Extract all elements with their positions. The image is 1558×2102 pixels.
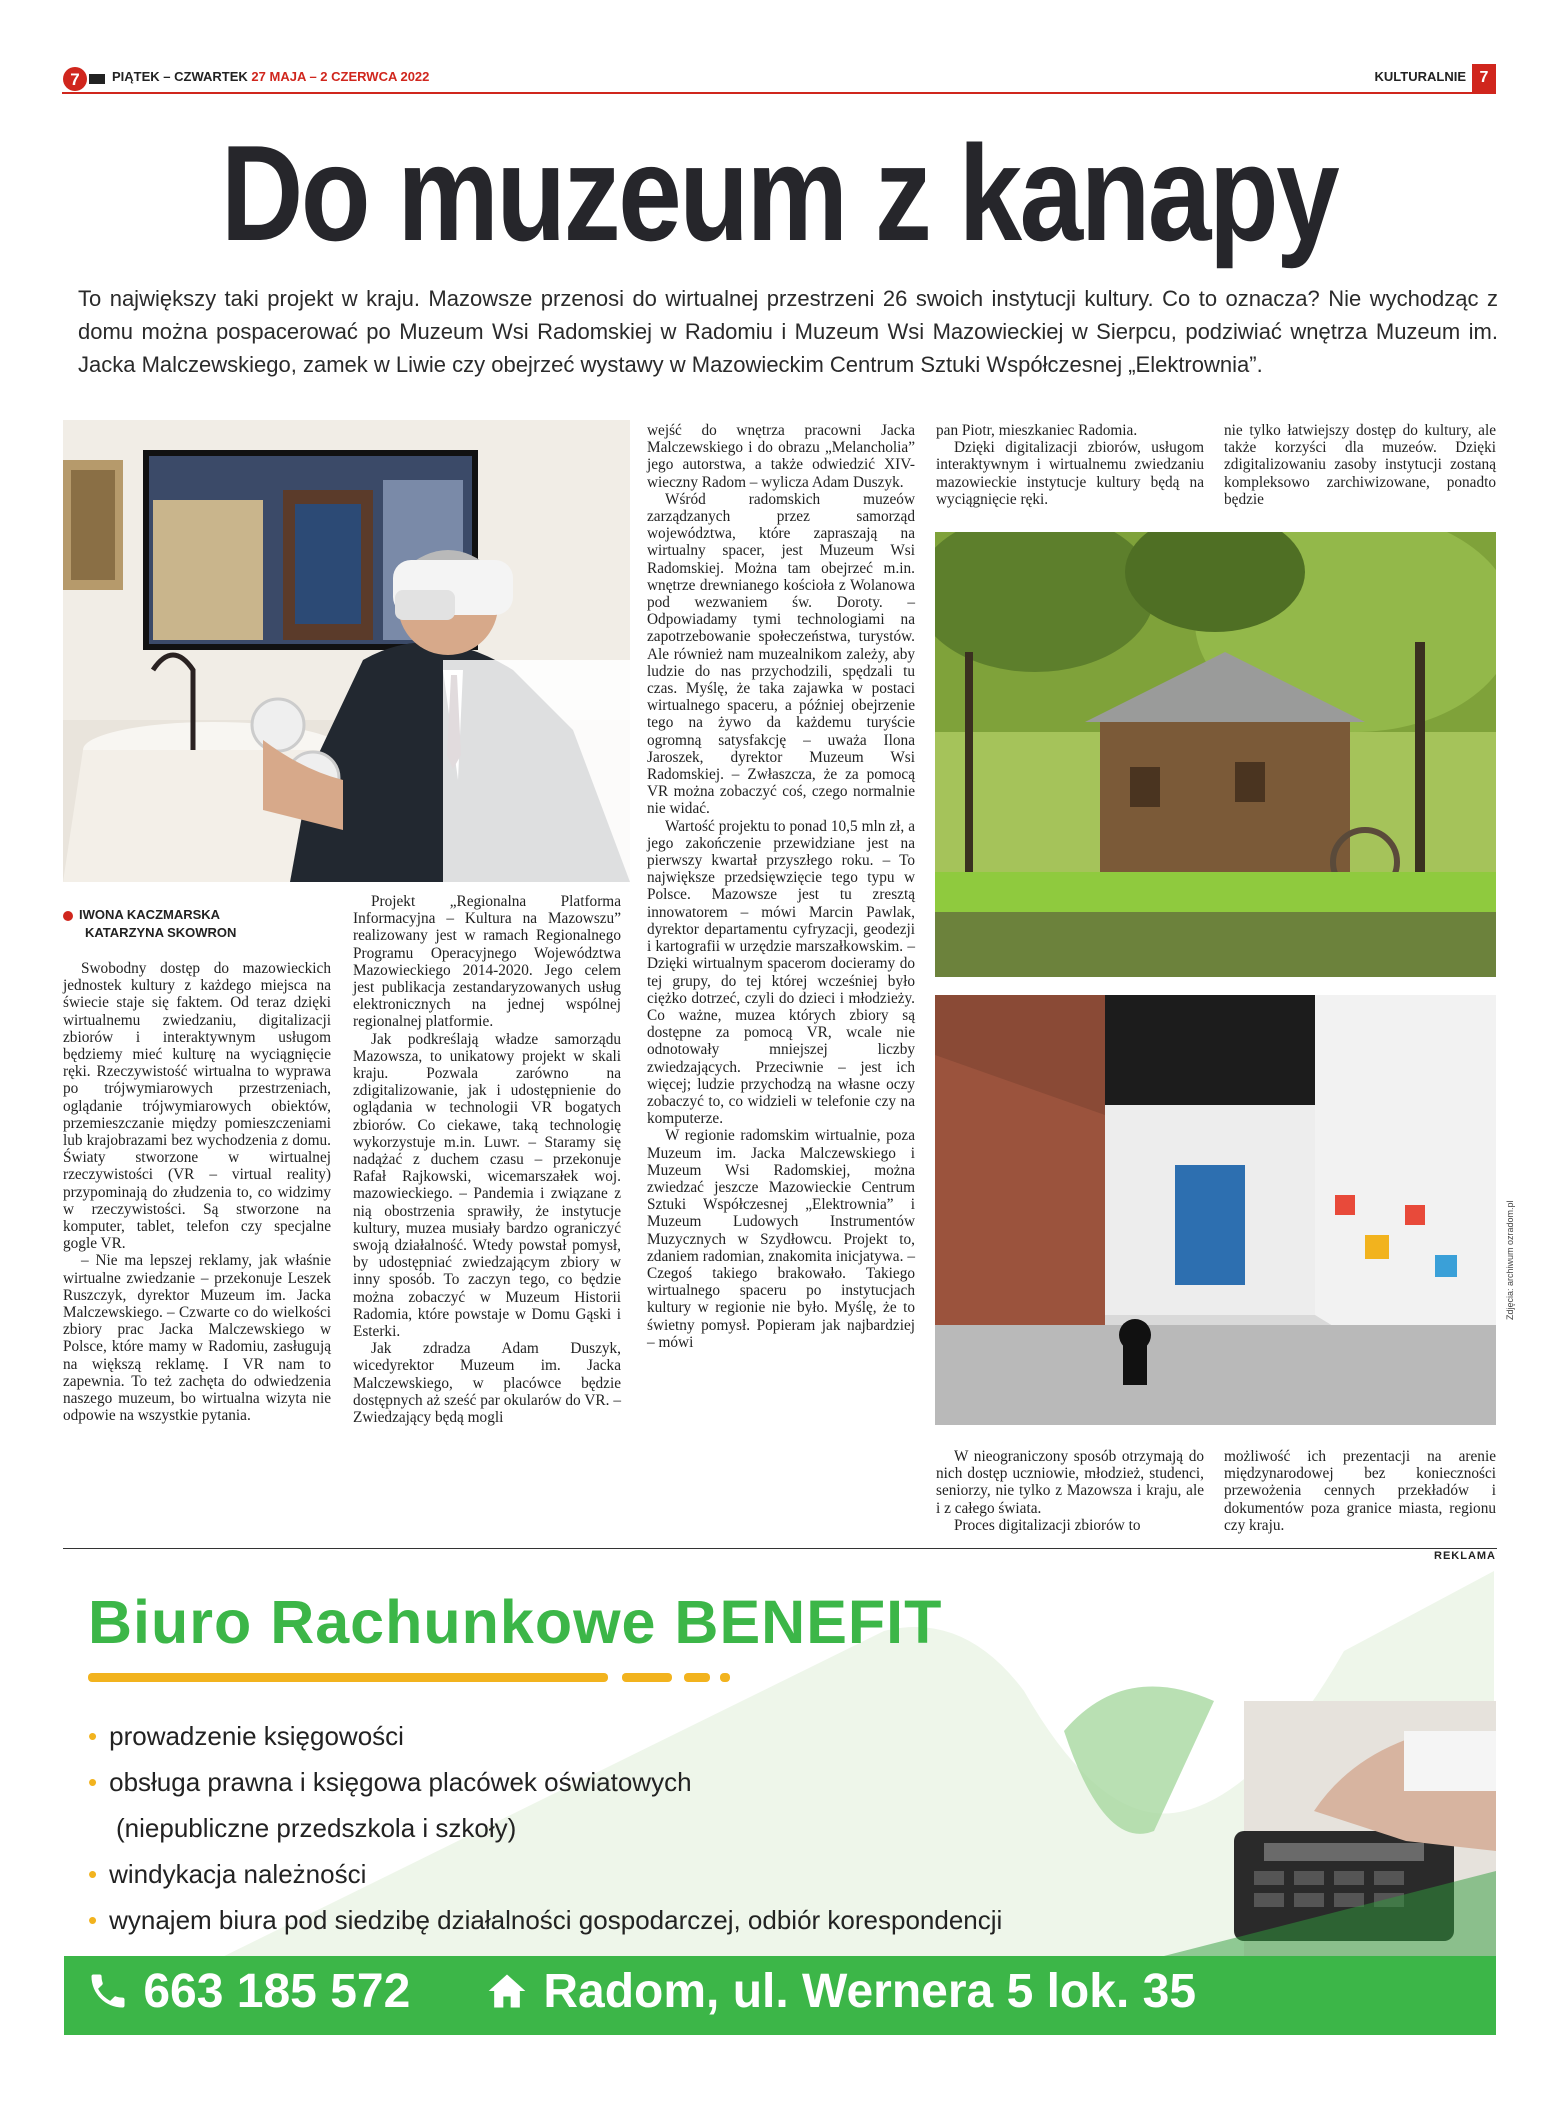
paragraph: Projekt „Regionalna Platforma Informacyjna – Kultura na Mazowszu” realizowany jest w ramach Regionalnego Programu Operacyjnego Województwa Mazowieckiego 2014-2020. Jego celem jest publikacja zestandaryzowanych usług elektronicznych na jednej wspólnej regionalnej platformie. xyxy=(353,893,621,1031)
paragraph: – Nie ma lepszej reklamy, jak właśnie wirtualne zwiedzanie – przekonuje Leszek Ruszczyk, dyrektor Muzeum im. Jacka Malczewskiego. – Czwarte co do wielkości zbiory prac Jacka Malczewskiego w Polsce, które mamy w Radomiu, zasługują na większą reklamę. I VR nam to zapewnia. To też zachęta do odwiedzenia naszego muzeum, bo wirtualna wizyta nie odpowie na wszystkie pytania. xyxy=(63,1252,331,1425)
svg-text:7: 7 xyxy=(70,70,80,89)
article-column-3 xyxy=(647,422,915,1351)
ad-bullet-text: windykacja należności xyxy=(109,1859,367,1889)
bullet-icon: • xyxy=(88,1767,98,1797)
header-date-range: 27 MAJA – 2 CZERWCA 2022 xyxy=(251,69,430,84)
ad-label: REKLAMA xyxy=(1434,1550,1496,1562)
article-column-1 xyxy=(63,960,331,1424)
photo-gallery-hall xyxy=(935,995,1496,1425)
paragraph: Swobodny dostęp do mazowieckich jednostek kultury z każdego miejsca na świecie staje się faktem. Od teraz dzięki wirtualnemu zwiedzaniu, digitalizacji zbiorów i interaktywnym usługom będziemy mieć kulturę na wyciągnięcie ręki. Rzeczywistość wirtualna to wyprawa po trójwymiarowych przestrzeniach, oglądanie trójwymiarowych obiektów, przemieszczanie między pomieszczeniami lub krajobrazami bez wychodzenia z domu. Światy stworzone w wirtualnej rzeczywistości (VR – virtual reality) przypominają do złudzenia to, co widzimy w rzeczywistości. Są stworzone na komputer, tablet, telefon czy specjalne gogle VR. xyxy=(63,960,331,1253)
photo-vr-visitor xyxy=(63,420,630,882)
paragraph: Proces digitalizacji zbiorów to xyxy=(954,1516,1141,1534)
section-label: KULTURALNIE xyxy=(1374,69,1466,84)
header-rule xyxy=(62,92,1496,94)
paragraph: możliwość ich prezentacji na arenie międzynarodowej bez konieczności przewożenia cennych przekładów i dokumentów poza granice miasta, regionu czy kraju. xyxy=(1224,1448,1496,1534)
ad-bullet xyxy=(88,1859,366,1890)
ad-bullet-text: wynajem biura pod siedzibę działalności gospodarczej, odbiór korespondencji xyxy=(109,1905,1003,1935)
ad-bullet xyxy=(88,1767,692,1798)
article-column-4-bottom xyxy=(936,1448,1204,1534)
ad-bullet xyxy=(88,1905,1002,1936)
paragraph: W regionie radomskim wirtualnie, poza Muzeum im. Jacka Malczewskiego i Muzeum Wsi Radomskiej, można zwiedzać jeszcze Mazowieckie Centrum Sztuki Współczesnej „Elektrownia” i Muzeum Ludowych Instrumentów Muzycznych w Szydłowcu. Projekt to, zdaniem radomian, znakomita inicjatywa. – Czegoś takiego brakowało. Takiego wirtualnego spaceru po instytucjach kultury w regionie nie było. Myślę, że to świetny pomysł. Popieram jak najbardziej – mówi xyxy=(647,1127,915,1351)
headline: Do muzeum z kanapy xyxy=(220,117,1338,269)
ad-bullet-text: prowadzenie księgowości xyxy=(109,1721,404,1751)
ad-rule xyxy=(63,1548,1497,1549)
bullet-dot-icon xyxy=(63,911,73,921)
author-name: IWONA KACZMARSKA xyxy=(79,907,221,922)
photo-water-mill xyxy=(935,532,1496,977)
ad-phone[interactable] xyxy=(86,1964,410,2019)
page-number: 7 xyxy=(1472,64,1496,92)
photo-credit: Zdjęcia: archiwum ozradom.pl xyxy=(1505,1200,1515,1320)
ad-title: Biuro Rachunkowe BENEFIT xyxy=(88,1588,943,1656)
advertisement[interactable] xyxy=(64,1571,1496,2035)
bullet-icon: • xyxy=(88,1859,98,1889)
paragraph: wejść do wnętrza pracowni Jacka Malczewskiego i do obrazu „Melancholia” jego autorstwa, a także odwiedzić XIV-wieczny Radom – wylicza Adam Duszyk. xyxy=(647,422,915,491)
header-date xyxy=(112,69,429,84)
ad-bullet-text: (niepubliczne przedszkola i szkoły) xyxy=(116,1813,517,1843)
lead-paragraph: To największy taki projekt w kraju. Mazowsze przenosi do wirtualnej przestrzeni 26 swoich instytucji kultury. Co to oznacza? Nie wychodząc z domu można pospacerować po Muzeum Wsi Radomskiej w Radomiu i Muzeum Wsi Mazowieckiej w Sierpcu, podziwiać wnętrza Muzeum im. Jacka Malczewskiego, zamek w Liwie czy obejrzeć wystawy w Mazowieckim Centrum Sztuki Współczesnej „Elektrownia”. xyxy=(78,286,1498,377)
article-column-2 xyxy=(353,893,621,1426)
paragraph: nie tylko łatwiejszy dostęp do kultury, ale także korzyści dla muzeów. Dzięki zdigitalizowaniu zasoby instytucji zostaną kompleksowo zarchiwizowane, ponadto będzie xyxy=(1224,422,1496,508)
article-column-5-bottom xyxy=(1224,1448,1496,1534)
paragraph: pan Piotr, mieszkaniec Radomia. xyxy=(936,422,1138,439)
paragraph: Jak podkreślają władze samorządu Mazowsza, to unikatowy projekt w skali kraju. Pozwala zarówno na zdigitalizowanie, jak i udostępnienie do oglądania w technologii VR bogatych zbiorów. Co ciekawe, taką technologię wykorzystuje m.in. Luwr. – Staramy się nadążać z duchem czasu – przekonuje Rafał Rajkowski, wicemarszałek woj. mazowieckiego. – Pandemia i związane z nią obostrzenia sprawiły, że instytucje kultury, muzea musiały bardzo ograniczyć swoją działalność. Wtedy powstał pomysł, by udostępniać zwiedzającym zbiory w inny sposób. To zaczyn tego, co będzie można zobaczyć w Muzeum Historii Radomia, które powstaje w Domu Gąski i Esterki. xyxy=(353,1030,621,1341)
ad-phone-number: 663 185 572 xyxy=(143,1965,411,2018)
author-name: KATARZYNA SKOWRON xyxy=(85,925,237,940)
author-byline xyxy=(63,906,236,942)
paragraph: Dzięki digitalizacji zbiorów, usługom interaktywnym i wirtualnemu zwiedzaniu mazowieckie instytucje kultury będą na wyciągnięcie ręki. xyxy=(936,439,1204,508)
home-icon xyxy=(484,1969,530,2013)
paragraph: W nieograniczony sposób otrzymają do nich dostęp uczniowie, młodzież, studenci, seniorzy, nie tylko z Mazowsza i kraju, ale i z całego świata. xyxy=(936,1448,1204,1517)
ad-bullet xyxy=(88,1721,404,1752)
paragraph: Jak zdradza Adam Duszyk, wicedyrektor Muzeum im. Jacka Malczewskiego, w placówce będzie dostępnych aż sześć par okularów do VR. – Zwiedzający będą mogli xyxy=(353,1340,621,1427)
phone-icon xyxy=(86,1969,130,2013)
ad-bullet xyxy=(116,1813,516,1844)
ad-address-text: Radom, ul. Wernera 5 lok. 35 xyxy=(543,1965,1197,2018)
bullet-icon: • xyxy=(88,1905,98,1935)
paragraph: Wśród radomskich muzeów zarządzanych przez samorząd województwa, które zapraszają na wirtualny spacer, jest Muzeum Wsi Radomskiej. Można tam obejrzeć m.in. wnętrze drewnianego kościoła z Wolanowa pod wezwaniem św. Doroty. – Odpowiadamy tymi technologiami na zapotrzebowanie społeczeństwa, turystów. Ale również nam muzealnikom zależy, aby ludzie do nas przychodzili, spędzali tu czas. Myślę, że taka zajawka w postaci wirtualnego spaceru, a później obejrzenie tego na żywo da każdemu turyście ogromną satysfakcję – uważa Ilona Jaroszek, dyrektor Muzeum Wsi Radomskiej. – Zwłaszcza, że za pomocą VR można zobaczyć coś, czego normalnie nie widać. xyxy=(647,490,915,818)
paragraph: Wartość projektu to ponad 10,5 mln zł, a jego zakończenie przewidziane jest na pierwszy kwartał przyszłego roku. – To największe przedsięwzięcie tego typu w Polsce. Mazowsze jest tu zresztą innowatorem – mówi Marcin Pawlak, dyrektor departamentu cyfryzacji, geodezji i kartografii w urzędzie marszałkowskim. – Dzięki wirtualnym spacerom docieramy do tej grupy, do tej której wcześniej było ciężko dotrzeć, czyli do dzieci i młodzieży. Co ważne, muzea których zbiory są dostępne za pomocą VR, wcale nie odnotowały mniejszej liczby zwiedzających. Przeciwnie – jest ich więcej; ludzie przychodzą na własne oczy zobaczyć to, co widzieli w telefonie czy na komputerze. xyxy=(647,817,915,1128)
article-column-5-top xyxy=(1224,422,1496,508)
article-column-4-top xyxy=(936,422,1204,508)
logo-7-icon xyxy=(62,66,106,92)
header-days: PIĄTEK – CZWARTEK xyxy=(112,69,248,84)
bullet-icon: • xyxy=(88,1721,98,1751)
ad-bullet-text: obsługa prawna i księgowa placówek oświatowych xyxy=(109,1767,692,1797)
ad-address xyxy=(484,1964,1196,2019)
